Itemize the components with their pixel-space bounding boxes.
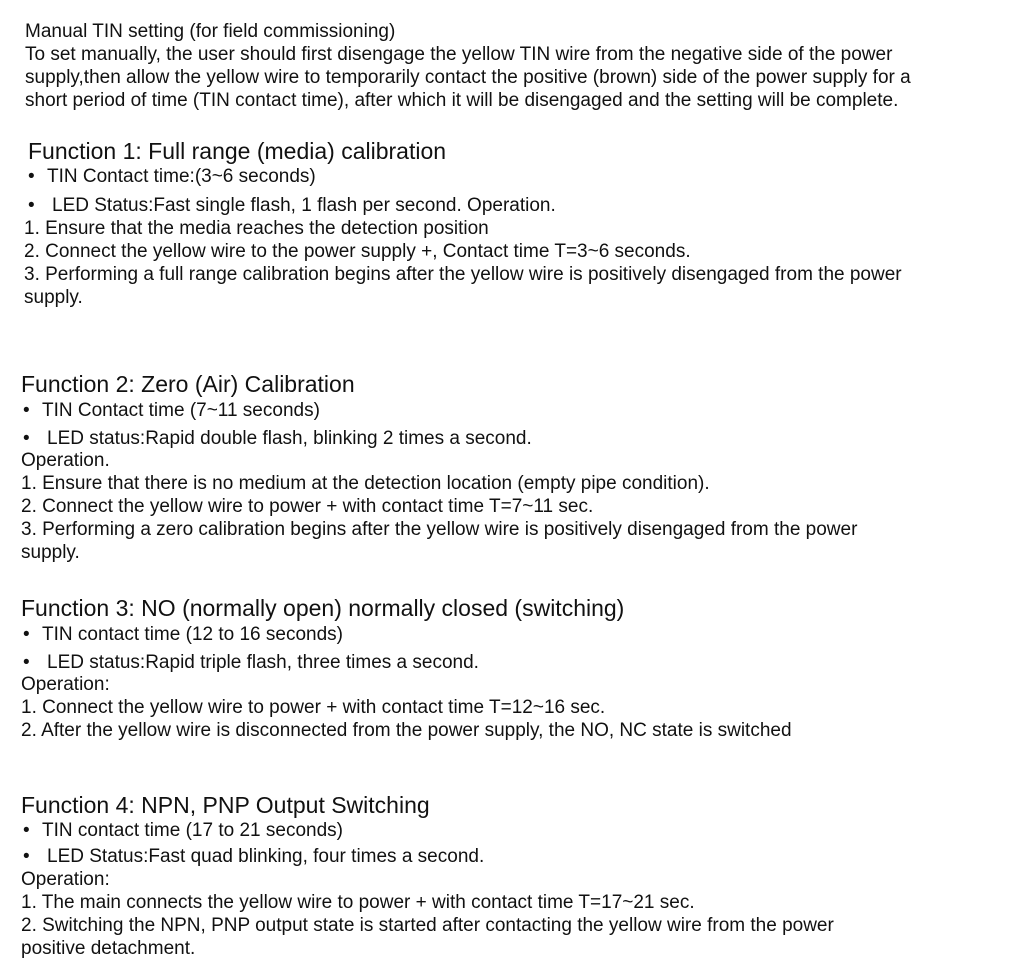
function-1-heading: Function 1: Full range (media) calibration — [28, 138, 447, 164]
intro-line: To set manually, the user should first disengage the yellow TIN wire from the negative side of the power — [25, 44, 893, 65]
function-2-step: 2. Connect the yellow wire to power + with contact time T=7~11 sec. — [21, 496, 594, 517]
bullet-icon: • — [23, 624, 30, 645]
function-2-step: Operation. — [21, 450, 110, 471]
function-4-step: Operation: — [21, 869, 110, 890]
function-1-step: supply. — [24, 287, 83, 308]
function-4-heading: Function 4: NPN, PNP Output Switching — [21, 792, 430, 818]
bullet-icon: • — [28, 195, 35, 216]
function-1-bullet: LED Status:Fast single flash, 1 flash per second. Operation. — [52, 195, 556, 216]
intro-title: Manual TIN setting (for field commissioning) — [25, 21, 396, 42]
function-2-step: 1. Ensure that there is no medium at the detection location (empty pipe condition). — [21, 473, 710, 494]
function-3-step: 1. Connect the yellow wire to power + with contact time T=12~16 sec. — [21, 697, 606, 718]
function-2-step: 3. Performing a zero calibration begins after the yellow wire is positively disengaged from the power — [21, 519, 858, 540]
function-1-bullet: TIN Contact time:(3~6 seconds) — [47, 166, 316, 187]
function-2-heading: Function 2: Zero (Air) Calibration — [21, 371, 355, 397]
bullet-icon: • — [23, 400, 30, 421]
function-4-step: 1. The main connects the yellow wire to power + with contact time T=17~21 sec. — [21, 892, 695, 913]
intro-line: supply,then allow the yellow wire to temporarily contact the positive (brown) side of the power supply for a — [25, 67, 911, 88]
bullet-icon: • — [23, 820, 30, 841]
function-2-step: supply. — [21, 542, 80, 563]
bullet-icon: • — [23, 652, 30, 673]
function-4-step: positive detachment. — [21, 938, 196, 959]
bullet-icon: • — [28, 166, 35, 187]
function-2-bullet: TIN Contact time (7~11 seconds) — [42, 400, 320, 421]
function-3-step: 2. After the yellow wire is disconnected from the power supply, the NO, NC state is switched — [21, 720, 792, 741]
intro-line: short period of time (TIN contact time), after which it will be disengaged and the setting will be complete. — [25, 90, 899, 111]
function-2-bullet: LED status:Rapid double flash, blinking 2 times a second. — [47, 428, 532, 449]
bullet-icon: • — [23, 428, 30, 449]
function-1-step: 2. Connect the yellow wire to the power supply +, Contact time T=3~6 seconds. — [24, 241, 691, 262]
function-3-bullet: LED status:Rapid triple flash, three times a second. — [47, 652, 479, 673]
function-4-bullet: LED Status:Fast quad blinking, four times a second. — [47, 846, 485, 867]
function-1-step: 3. Performing a full range calibration begins after the yellow wire is positively disengaged from the power — [24, 264, 902, 285]
function-4-bullet: TIN contact time (17 to 21 seconds) — [42, 820, 343, 841]
function-1-step: 1. Ensure that the media reaches the detection position — [24, 218, 489, 239]
function-3-heading: Function 3: NO (normally open) normally closed (switching) — [21, 595, 625, 621]
function-3-bullet: TIN contact time (12 to 16 seconds) — [42, 624, 343, 645]
bullet-icon: • — [23, 846, 30, 867]
function-4-step: 2. Switching the NPN, PNP output state is started after contacting the yellow wire from the power — [21, 915, 834, 936]
function-3-step: Operation: — [21, 674, 110, 695]
